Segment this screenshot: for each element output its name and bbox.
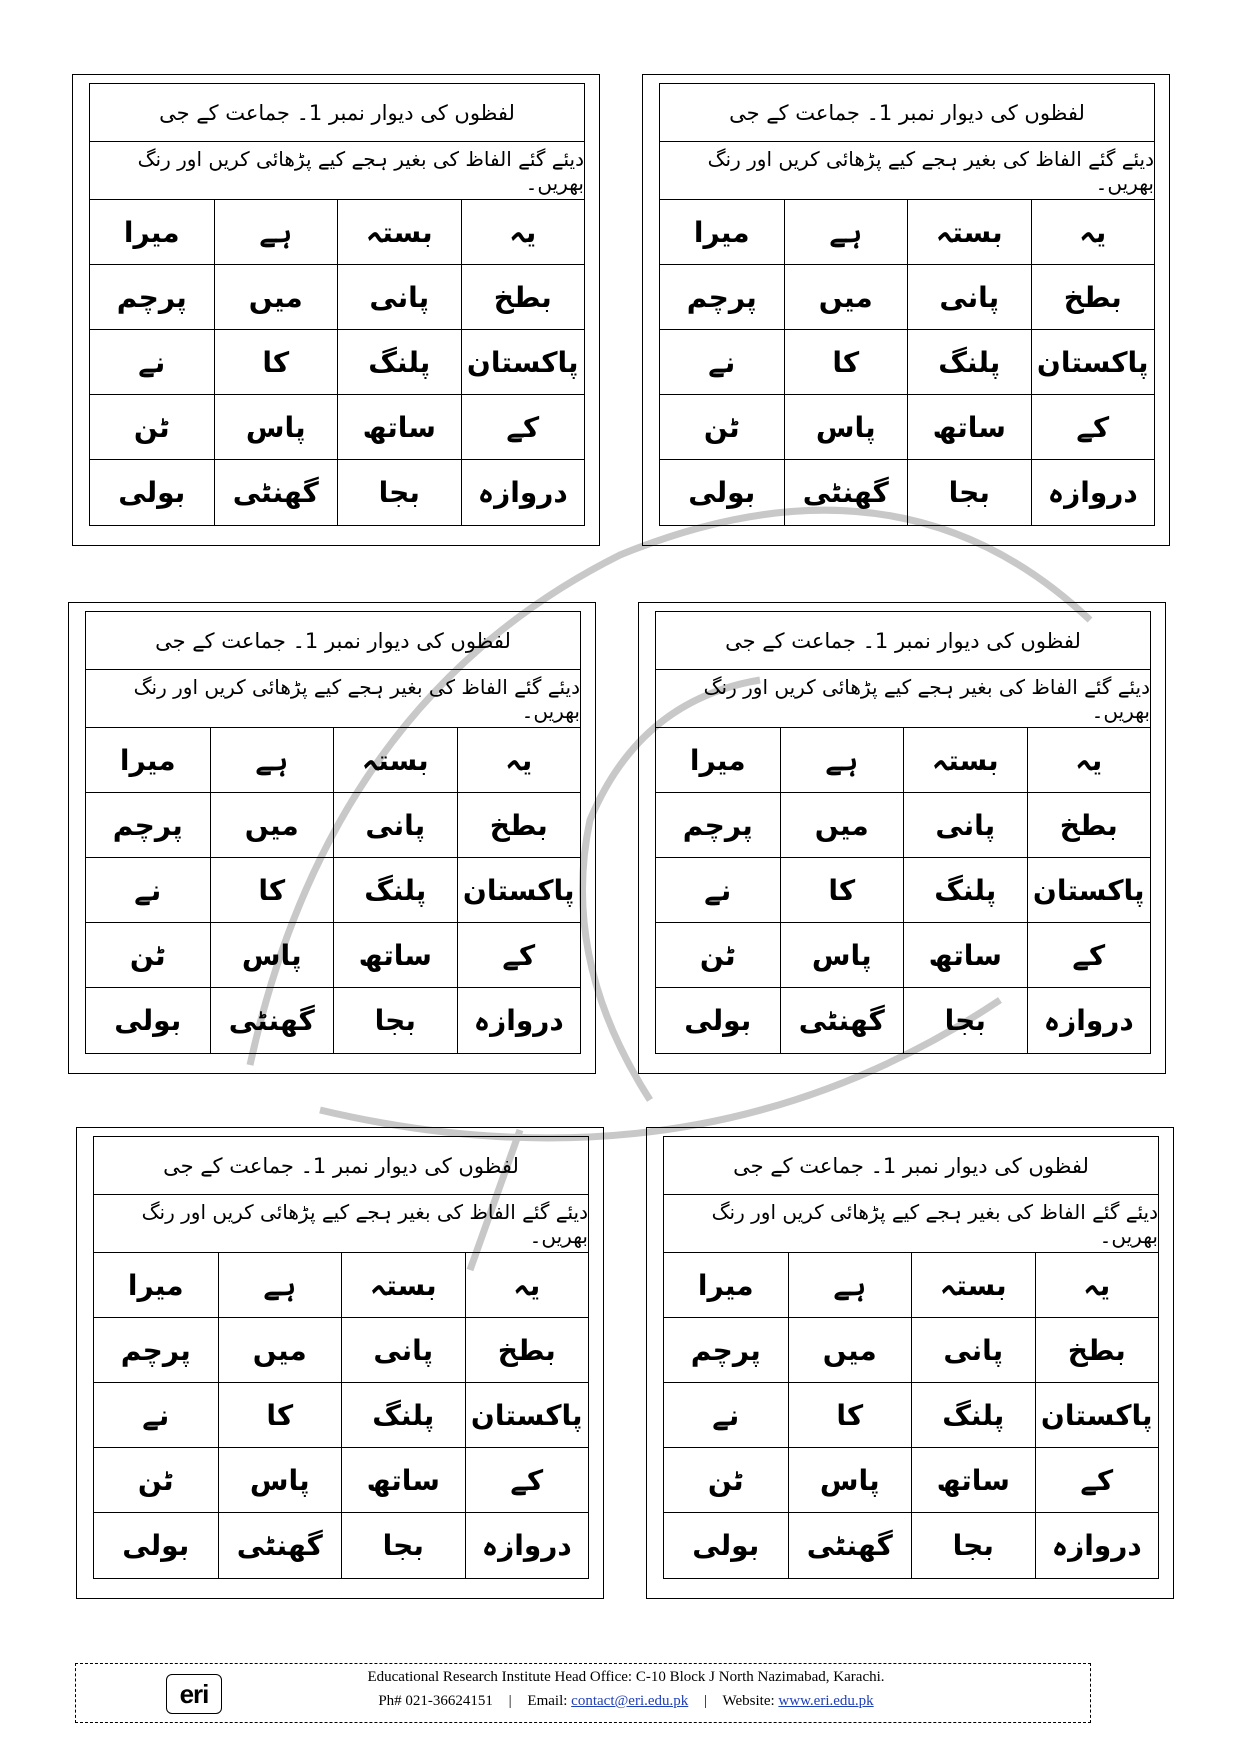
word-cell: گھنٹی xyxy=(780,988,904,1053)
word-cell: کا xyxy=(780,858,904,923)
worksheet-instruction: دیئے گئے الفاظ کی بغیر ہجے کیے پڑھائی کریں اور رنگ بھریں۔ xyxy=(660,142,1154,200)
word-cell: ہے xyxy=(780,728,904,793)
word-cell: بولی xyxy=(684,1004,752,1037)
word-cell: بولی xyxy=(114,1004,182,1037)
word-cell: کے xyxy=(1031,395,1155,460)
word-cell: کے xyxy=(1027,923,1151,988)
footer-contact xyxy=(246,1693,1006,1710)
word-cell: پانی xyxy=(341,1318,465,1383)
word-cell: نے xyxy=(86,858,210,923)
word-wall-table xyxy=(93,1136,589,1579)
word-cell: پاس xyxy=(214,395,338,460)
word-cell: ٹن xyxy=(94,1448,218,1513)
word-cell: پاکستان xyxy=(461,330,585,395)
word-wall-card xyxy=(68,602,596,1074)
worksheet-title: لفظوں کی دیوار نمبر 1۔ جماعت کے جی xyxy=(94,1137,588,1195)
word-cell: پلنگ xyxy=(341,1383,465,1448)
word-cell: ساتھ xyxy=(911,1448,1035,1513)
word-wall-table xyxy=(89,83,585,526)
word-cell: نے xyxy=(664,1383,788,1448)
word-cell: میں xyxy=(784,265,908,330)
word-cell: یہ xyxy=(1031,200,1155,265)
word-cell: پاس xyxy=(210,923,334,988)
word-cell: پاس xyxy=(784,395,908,460)
word-cell: ساتھ xyxy=(337,395,461,460)
worksheet-instruction: دیئے گئے الفاظ کی بغیر ہجے کیے پڑھائی کریں اور رنگ بھریں۔ xyxy=(90,142,584,200)
word-cell: میرا xyxy=(664,1253,788,1318)
word-cell: کا xyxy=(218,1383,342,1448)
word-cell: ہے xyxy=(210,728,334,793)
word-cell: بستہ xyxy=(333,728,457,793)
word-cell: کے xyxy=(461,395,585,460)
word-cell: بجا xyxy=(333,988,457,1053)
word-cell: ساتھ xyxy=(907,395,1031,460)
word-cell: بولی xyxy=(688,476,756,509)
word-cell: بولی xyxy=(122,1529,190,1562)
word-cell: پاس xyxy=(780,923,904,988)
word-cell: ٹن xyxy=(664,1448,788,1513)
word-cell: نے xyxy=(660,330,784,395)
word-grid xyxy=(90,200,584,525)
word-cell: پرچم xyxy=(656,793,780,858)
word-cell: دروازہ xyxy=(461,460,585,525)
word-cell: بطخ xyxy=(1027,793,1151,858)
word-cell: کا xyxy=(210,858,334,923)
word-cell: پلنگ xyxy=(333,858,457,923)
word-cell: گھنٹی xyxy=(214,460,338,525)
word-cell: پلنگ xyxy=(337,330,461,395)
word-wall-card xyxy=(646,1127,1174,1599)
word-cell: یہ xyxy=(461,200,585,265)
worksheet-title: لفظوں کی دیوار نمبر 1۔ جماعت کے جی xyxy=(664,1137,1158,1195)
word-cell: گھنٹی xyxy=(788,1513,912,1578)
word-cell: میرا xyxy=(656,728,780,793)
word-cell: پاکستان xyxy=(457,858,581,923)
word-cell: بستہ xyxy=(341,1253,465,1318)
word-grid xyxy=(664,1253,1158,1578)
word-cell: یہ xyxy=(457,728,581,793)
word-cell: یہ xyxy=(465,1253,589,1318)
word-cell: بستہ xyxy=(903,728,1027,793)
word-cell: میں xyxy=(218,1318,342,1383)
word-wall-card xyxy=(642,74,1170,546)
word-cell: پرچم xyxy=(90,265,214,330)
footer-phone: Ph# 021-36624151 xyxy=(378,1693,493,1709)
word-wall-table xyxy=(663,1136,1159,1579)
word-cell: دروازہ xyxy=(457,988,581,1053)
word-cell: ہے xyxy=(784,200,908,265)
worksheet-instruction: دیئے گئے الفاظ کی بغیر ہجے کیے پڑھائی کریں اور رنگ بھریں۔ xyxy=(664,1195,1158,1253)
word-cell: کا xyxy=(788,1383,912,1448)
word-cell: پانی xyxy=(911,1318,1035,1383)
word-cell: کے xyxy=(457,923,581,988)
word-cell: بطخ xyxy=(465,1318,589,1383)
word-cell: ہے xyxy=(218,1253,342,1318)
word-cell: بطخ xyxy=(461,265,585,330)
footer-separator: | xyxy=(508,1693,512,1709)
word-cell: کا xyxy=(214,330,338,395)
word-cell: پرچم xyxy=(664,1318,788,1383)
word-cell: دروازہ xyxy=(1035,1513,1159,1578)
eri-logo-text: eri xyxy=(166,1674,222,1714)
word-cell: میرا xyxy=(94,1253,218,1318)
word-grid xyxy=(660,200,1154,525)
word-cell: بجا xyxy=(907,460,1031,525)
word-cell: پانی xyxy=(907,265,1031,330)
word-cell: ساتھ xyxy=(333,923,457,988)
word-cell: پلنگ xyxy=(903,858,1027,923)
word-cell: پرچم xyxy=(94,1318,218,1383)
word-cell: نے xyxy=(90,330,214,395)
word-cell: ٹن xyxy=(90,395,214,460)
word-cell: بولی xyxy=(692,1529,760,1562)
word-cell: پانی xyxy=(333,793,457,858)
word-grid xyxy=(86,728,580,1053)
word-cell: میں xyxy=(780,793,904,858)
word-cell: ٹن xyxy=(656,923,780,988)
word-cell: نے xyxy=(94,1383,218,1448)
word-cell: میرا xyxy=(86,728,210,793)
word-cell: بطخ xyxy=(1031,265,1155,330)
word-cell: بستہ xyxy=(907,200,1031,265)
word-cell: ساتھ xyxy=(341,1448,465,1513)
word-cell: پاس xyxy=(218,1448,342,1513)
footer-address: Educational Research Institute Head Office: C-10 Block J North Nazimabad, Karachi. xyxy=(367,1669,885,1685)
word-cell: میرا xyxy=(90,200,214,265)
word-cell: یہ xyxy=(1035,1253,1159,1318)
word-cell: پاس xyxy=(788,1448,912,1513)
word-wall-card xyxy=(638,602,1166,1074)
word-wall-card xyxy=(76,1127,604,1599)
word-grid xyxy=(94,1253,588,1578)
footer xyxy=(75,1663,1091,1723)
word-wall-card xyxy=(72,74,600,546)
worksheet-title: لفظوں کی دیوار نمبر 1۔ جماعت کے جی xyxy=(90,84,584,142)
worksheet-title: لفظوں کی دیوار نمبر 1۔ جماعت کے جی xyxy=(86,612,580,670)
word-wall-table xyxy=(659,83,1155,526)
word-cell: ٹن xyxy=(86,923,210,988)
word-cell: بستہ xyxy=(337,200,461,265)
word-cell: بطخ xyxy=(457,793,581,858)
word-cell: بجا xyxy=(903,988,1027,1053)
word-cell: پاکستان xyxy=(1035,1383,1159,1448)
word-cell: ہے xyxy=(788,1253,912,1318)
footer-email-label: Email: xyxy=(527,1693,568,1709)
word-cell: پاکستان xyxy=(1031,330,1155,395)
word-cell: ہے xyxy=(214,200,338,265)
word-cell: پاکستان xyxy=(1027,858,1151,923)
word-cell: بجا xyxy=(341,1513,465,1578)
word-cell: میں xyxy=(214,265,338,330)
word-cell: پلنگ xyxy=(911,1383,1035,1448)
footer-email-link[interactable]: contact@eri.edu.pk xyxy=(571,1693,689,1709)
word-cell: دروازہ xyxy=(1027,988,1151,1053)
worksheet-instruction: دیئے گئے الفاظ کی بغیر ہجے کیے پڑھائی کریں اور رنگ بھریں۔ xyxy=(94,1195,588,1253)
word-cell: بطخ xyxy=(1035,1318,1159,1383)
word-cell: گھنٹی xyxy=(218,1513,342,1578)
footer-website-link[interactable]: www.eri.edu.pk xyxy=(778,1693,874,1709)
worksheet-instruction: دیئے گئے الفاظ کی بغیر ہجے کیے پڑھائی کریں اور رنگ بھریں۔ xyxy=(656,670,1150,728)
word-cell: بجا xyxy=(911,1513,1035,1578)
word-cell: کے xyxy=(465,1448,589,1513)
word-cell: پرچم xyxy=(660,265,784,330)
word-grid xyxy=(656,728,1150,1053)
word-cell: دروازہ xyxy=(465,1513,589,1578)
word-cell: کے xyxy=(1035,1448,1159,1513)
footer-separator: | xyxy=(704,1693,708,1709)
word-cell: یہ xyxy=(1027,728,1151,793)
word-wall-table xyxy=(85,611,581,1054)
word-cell: نے xyxy=(656,858,780,923)
eri-logo xyxy=(166,1674,222,1714)
word-cell: بولی xyxy=(118,476,186,509)
worksheet-title: لفظوں کی دیوار نمبر 1۔ جماعت کے جی xyxy=(656,612,1150,670)
word-cell: میں xyxy=(788,1318,912,1383)
word-cell: گھنٹی xyxy=(784,460,908,525)
word-wall-table xyxy=(655,611,1151,1054)
word-cell: میں xyxy=(210,793,334,858)
word-cell: پلنگ xyxy=(907,330,1031,395)
word-cell: ٹن xyxy=(660,395,784,460)
word-cell: پانی xyxy=(337,265,461,330)
word-cell: پانی xyxy=(903,793,1027,858)
word-cell: میرا xyxy=(660,200,784,265)
word-cell: بستہ xyxy=(911,1253,1035,1318)
word-cell: ساتھ xyxy=(903,923,1027,988)
word-cell: پرچم xyxy=(86,793,210,858)
word-cell: گھنٹی xyxy=(210,988,334,1053)
worksheet-title: لفظوں کی دیوار نمبر 1۔ جماعت کے جی xyxy=(660,84,1154,142)
word-cell: بجا xyxy=(337,460,461,525)
worksheet-instruction: دیئے گئے الفاظ کی بغیر ہجے کیے پڑھائی کریں اور رنگ بھریں۔ xyxy=(86,670,580,728)
word-cell: پاکستان xyxy=(465,1383,589,1448)
word-cell: دروازہ xyxy=(1031,460,1155,525)
word-cell: کا xyxy=(784,330,908,395)
footer-website-label: Website: xyxy=(722,1693,775,1709)
